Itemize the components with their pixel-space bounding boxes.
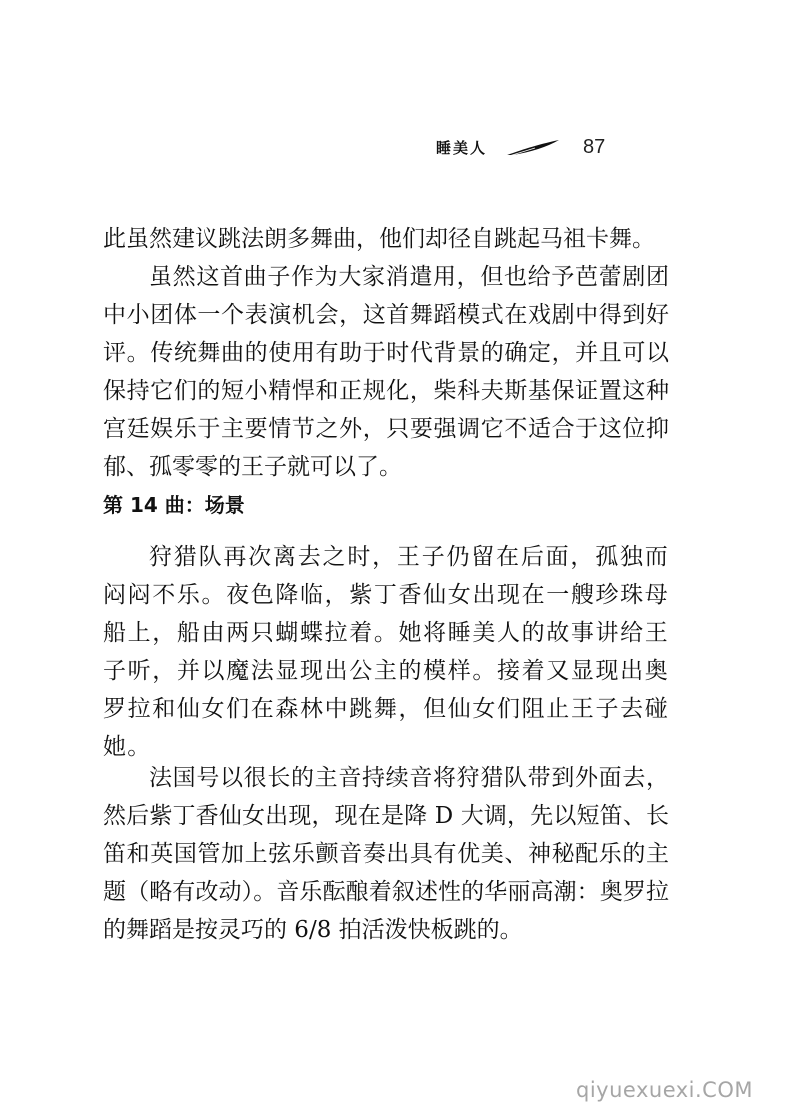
commentary-section (103, 759, 669, 949)
synopsis-paragraph: 狩猎队再次离去之时，王子仍留在后面，孤独而闷闷不乐。夜色降临，紫丁香仙女出现在一艘珍珠母船上，船由两只蝴蝶拉着。她将睡美人的故事讲给王子听，并以魔法显现出公主的模样。接着又显现出奥罗拉和仙女们在森林中跳舞，但仙女们阻止王子去碰她。 (103, 544, 669, 760)
site-watermark: qiyuexuexi.COM (576, 1078, 753, 1102)
page-number: 87 (583, 135, 606, 158)
running-header (436, 132, 605, 162)
quill-pen-icon (505, 139, 561, 157)
paragraph-continuation: 此虽然建议跳法朗多舞曲，他们却径自跳起马祖卡舞。 (103, 226, 655, 252)
commentary-paragraph: 法国号以很长的主音持续音将狩猎队带到外面去，然后紫丁香仙女出现，现在是降 D 大调，先以短笛、长笛和英国管加上弦乐颤音奏出具有优美、神秘配乐的主题（略有改动）。音乐酝酿着叙述性的华丽高潮：奥罗拉的舞蹈是按灵巧的 6/8 拍活泼快板跳的。 (103, 765, 669, 943)
synopsis-section (103, 538, 669, 766)
paragraph: 虽然这首曲子作为大家消遣用，但也给予芭蕾剧团中小团体一个表演机会，这首舞蹈模式在戏剧中得到好评。传统舞曲的使用有助于时代背景的确定，并且可以保持它们的短小精悍和正规化，柴科夫斯基保证置这种宫廷娱乐于主要情节之外，只要强调它不适合于这位抑郁、孤零零的王子就可以了。 (103, 264, 669, 480)
body-section-1 (103, 220, 669, 486)
section-heading: 第 14 曲：场景 (103, 493, 245, 517)
running-title: 睡美人 (436, 138, 488, 157)
